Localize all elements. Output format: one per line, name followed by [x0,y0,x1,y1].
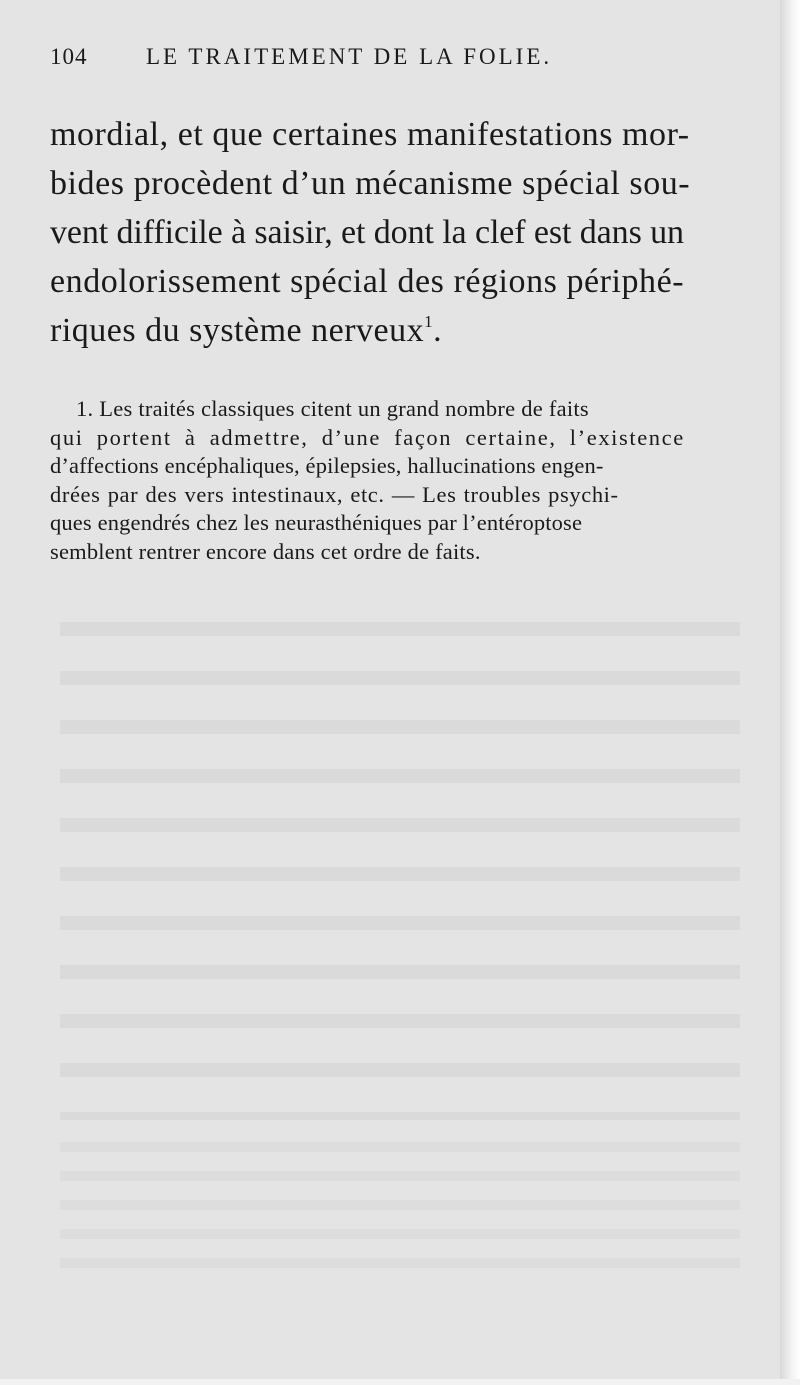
footnote-reference: 1 [424,312,434,331]
body-text [50,110,760,355]
body-line: vent difficile à saisir, et dont la clef est dans un [50,214,684,251]
body-line: bides procèdent d’un mécanisme spécial sou- [50,165,691,202]
body-line-text: riques du système nerveux [50,312,425,349]
footnote-line: semblent rentrer encore dans cet ordre de faits. [50,538,481,564]
body-line: mordial, et que certaines manifestations mor- [50,116,690,153]
footnote-line: ques engendrés chez les neurasthéniques par l’entéroptose [50,510,583,535]
page-bottom-edge [0,1379,800,1385]
page-edge-shadow [780,0,800,1385]
footnote-line: 1. Les traités classiques citent un grand nombre de faits [76,396,589,421]
running-title: LE TRAITEMENT DE LA FOLIE. [146,44,553,69]
footnote [50,395,760,566]
page-header [50,44,750,78]
footnote-line: d’affections encéphaliques, épilepsies, hallucinations engen- [50,453,604,478]
body-line: endolorissement spécial des régions périphé- [50,263,685,300]
footnote-line: qui portent à admettre, d’une façon certaine, l’existence [50,424,685,450]
show-through-text [60,600,740,1120]
show-through-footnote [60,1130,740,1280]
page-number: 104 [50,44,88,69]
body-line-end: . [433,312,443,349]
body-line [50,306,760,355]
footnote-line: drées par des vers intestinaux, etc. — Les troubles psychi- [50,481,619,507]
